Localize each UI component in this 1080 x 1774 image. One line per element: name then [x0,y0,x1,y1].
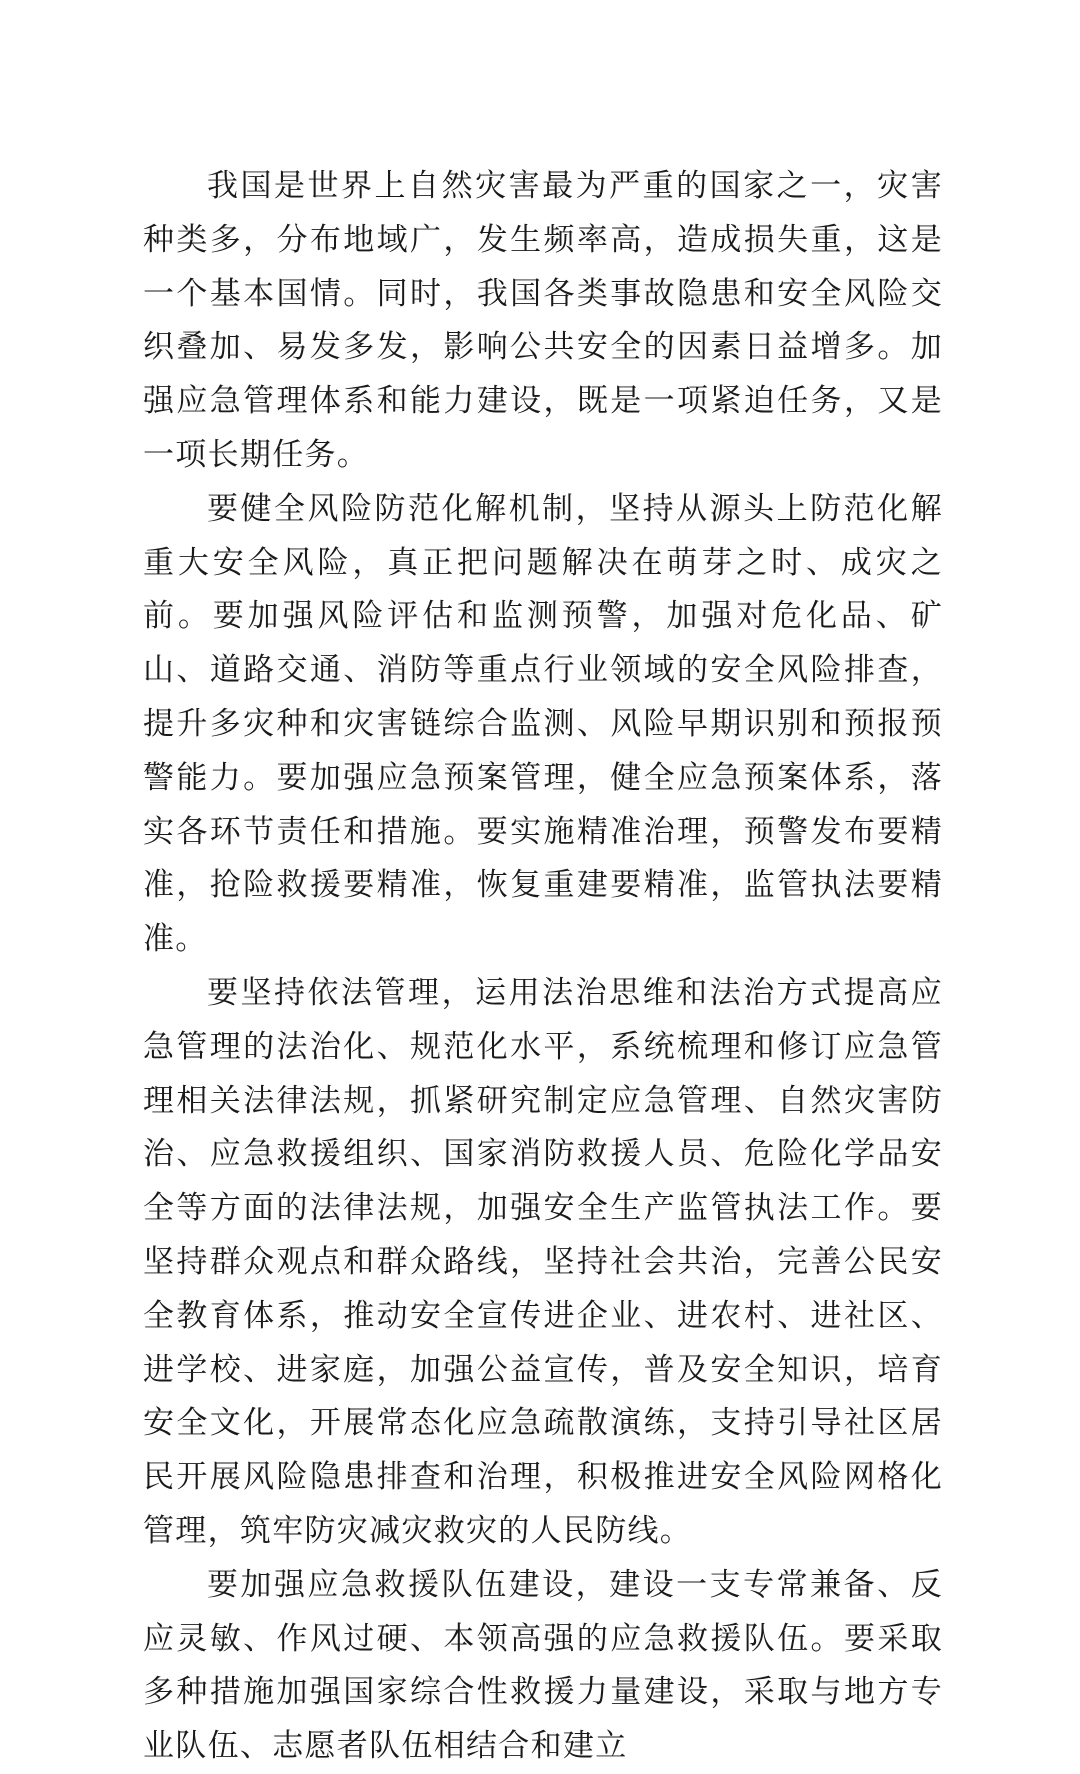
paragraph-2: 要健全风险防范化解机制，坚持从源头上防范化解重大安全风险，真正把问题解决在萌芽之时、成灾之前。要加强风险评估和监测预警，加强对危化品、矿山、道路交通、消防等重点行业领域的安全风险排查，提升多灾种和灾害链综合监测、风险早期识别和预报预警能力。要加强应急预案管理，健全应急预案体系，落实各环节责任和措施。要实施精准治理，预警发布要精准，抢险救援要精准，恢复重建要精准，监管执法要精准。 [143,490,943,958]
paragraph-1: 我国是世界上自然灾害最为严重的国家之一，灾害种类多，分布地域广，发生频率高，造成损失重，这是一个基本国情。同时，我国各类事故隐患和安全风险交织叠加、易发多发，影响公共安全的因素日益增多。加强应急管理体系和能力建设，既是一项紧迫任务，又是一项长期任务。 [143,168,943,473]
paragraph-4: 要加强应急救援队伍建设，建设一支专常兼备、反应灵敏、作风过硬、本领高强的应急救援队伍。要采取多种措施加强国家综合性救援力量建设，采取与地方专业队伍、志愿者队伍相结合和建立 [143,1566,943,1765]
document-body [143,160,943,1774]
paragraph-3: 要坚持依法管理，运用法治思维和法治方式提高应急管理的法治化、规范化水平，系统梳理和修订应急管理相关法律法规，抓紧研究制定应急管理、自然灾害防治、应急救援组织、国家消防救援人员、危险化学品安全等方面的法律法规，加强安全生产监管执法工作。要坚持群众观点和群众路线，坚持社会共治，完善公民安全教育体系，推动安全宣传进企业、进农村、进社区、进学校、进家庭，加强公益宣传，普及安全知识，培育安全文化，开展常态化应急疏散演练，支持引导社区居民开展风险隐患排查和治理，积极推进安全风险网格化管理，筑牢防灾减灾救灾的人民防线。 [143,974,943,1549]
